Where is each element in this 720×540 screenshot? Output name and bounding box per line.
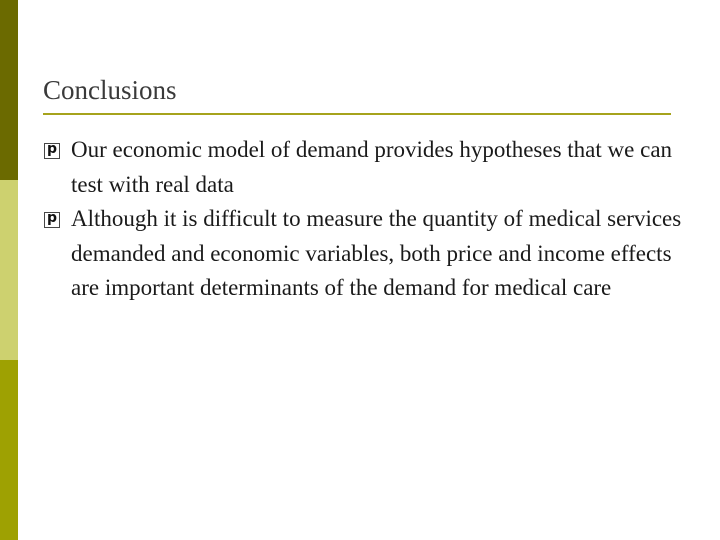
left-band-bottom <box>0 360 18 540</box>
left-band-top <box>0 0 18 180</box>
bullet-text: Our economic model of demand provides hypotheses that we can test with real data <box>71 137 673 197</box>
left-band-middle <box>0 180 18 360</box>
bullet-text: Although it is difficult to measure the quantity of medical services demanded and economic variables, both price and income effects are important determinants of the demand for medical care <box>71 206 682 300</box>
bullet-list <box>44 133 684 306</box>
bullet-item-price-income-effects <box>44 202 684 306</box>
slide-title: Conclusions <box>43 75 177 105</box>
title-divider <box>43 113 671 115</box>
bullet-item-model-hypotheses <box>44 133 684 202</box>
square-bullet-icon: p <box>44 212 60 228</box>
square-bullet-icon: p <box>44 143 60 159</box>
